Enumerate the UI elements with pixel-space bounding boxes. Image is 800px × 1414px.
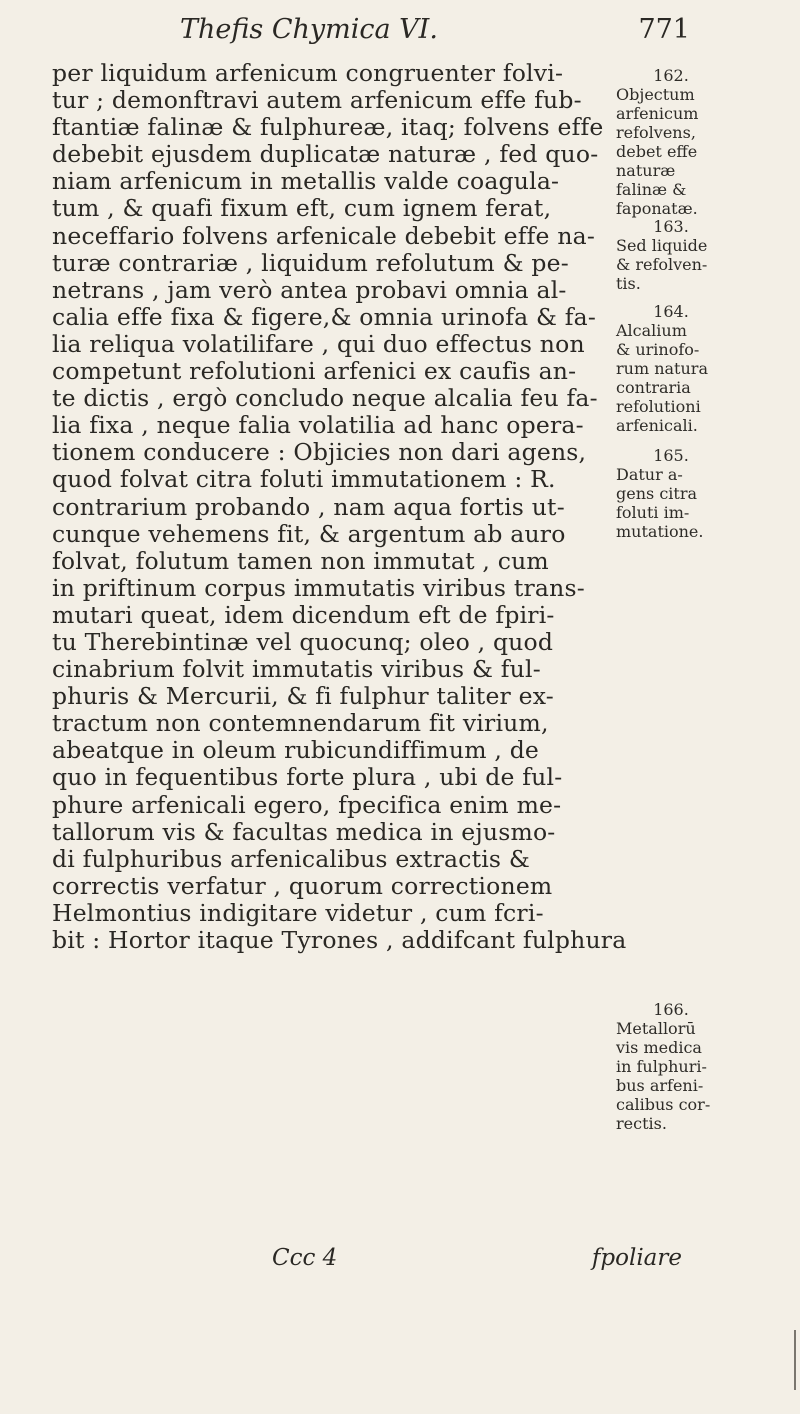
marginal-line: rum natura [616, 359, 708, 378]
marginal-line: mutatione. [616, 522, 704, 541]
text-line: netrans , jam verò antea probavi omnia al- [52, 275, 567, 304]
marginal-line: debet effe [616, 142, 698, 161]
signature-mark: Ccc 4 [272, 1245, 338, 1271]
text-line: per liquidum arfenicum congruenter folvi- [52, 59, 564, 87]
marginal-number: 162. [653, 66, 689, 85]
text-line: mutari queat, idem dicendum eft de fpiri- [52, 600, 555, 629]
text-line: niam arfenicum in metallis valde coagula- [52, 167, 560, 196]
marginal-number: 165. [653, 446, 689, 465]
marginal-line: falinæ & [616, 180, 687, 199]
marginal-line: calibus cor- [616, 1095, 711, 1114]
main-text-block [52, 59, 627, 954]
marginal-line: Datur a- [616, 465, 683, 484]
text-line: quod folvat citra foluti immutationem : R. [52, 465, 556, 494]
page-footer [52, 1245, 682, 1271]
page-edge-shadow [784, 1330, 796, 1390]
text-line: ftantiæ falinæ & fulphureæ, itaq; folvens effe [52, 113, 604, 142]
marginal-note-165 [616, 446, 794, 541]
marginal-line: Sed liquide [616, 236, 708, 255]
text-line: tallorum vis & facultas medica in ejusmo- [52, 817, 556, 846]
marginal-line: refolvens, [616, 123, 696, 142]
marginal-note-164 [616, 302, 794, 435]
text-line: abeatque in oleum rubicundiffimum , de [52, 736, 540, 765]
marginal-line: refolutioni [616, 397, 701, 416]
text-line: tu Therebintinæ vel quocunq; oleo , quod [52, 627, 554, 656]
text-line: tionem conducere : Objicies non dari agens, [52, 438, 587, 467]
marginal-line: arfenicum [616, 104, 699, 123]
text-line: tractum non contemnendarum fit virium, [52, 709, 549, 738]
text-line: phuris & Mercurii, & fi fulphur taliter ex- [52, 682, 554, 711]
text-line: phure arfenicali egero, fpecifica enim me- [52, 790, 562, 819]
marginal-line: rectis. [616, 1114, 667, 1133]
marginal-note-162 [616, 66, 794, 218]
text-line: cinabrium folvit immutatis viribus & ful- [52, 655, 541, 684]
marginal-line: contraria [616, 378, 691, 397]
text-line: contrarium probando , nam aqua fortis ut- [52, 492, 565, 521]
marginal-number: 166. [653, 1000, 689, 1019]
marginal-number: 163. [653, 217, 689, 236]
marginal-line: foluti im- [616, 503, 690, 522]
text-line: calia effe fixa & figere,& omnia urinofa & fa- [52, 302, 597, 331]
text-line: folvat, folutum tamen non immutat , cum [52, 546, 549, 575]
marginal-line: faponatæ. [616, 199, 698, 218]
marginal-line: gens citra [616, 484, 698, 503]
marginal-note-163 [616, 217, 794, 293]
text-line: neceffario folvens arfenicale debebit effe na- [52, 221, 595, 250]
text-line: Helmontius indigitare videtur , cum fcri- [52, 898, 544, 927]
running-title: Thefis Chymica VI. [180, 14, 438, 45]
marginal-line: tis. [616, 274, 641, 293]
marginal-line: bus arfeni- [616, 1076, 704, 1095]
text-line: quo in fequentibus forte plura , ubi de ful- [52, 763, 563, 792]
marginal-line: Objectum [616, 85, 695, 104]
running-header [180, 14, 690, 45]
text-line: turæ contrariæ , liquidum refolutum & pe- [52, 248, 569, 277]
text-line: debebit ejusdem duplicatæ naturæ , fed quo- [52, 140, 599, 169]
text-line: lia fixa , neque falia volatilia ad hanc opera- [52, 411, 584, 440]
marginal-line: naturæ [616, 161, 676, 180]
text-line: cunque vehemens fit, & argentum ab auro [52, 519, 566, 548]
text-line: competunt refolutioni arfenici ex caufis an- [52, 357, 577, 386]
marginal-line: & urinofo- [616, 340, 700, 359]
text-line: tum , & quafi fixum eft, cum ignem ferat, [52, 194, 552, 223]
text-line: in priftinum corpus immutatis viribus trans- [52, 573, 585, 602]
marginal-line: in fulphuri- [616, 1057, 707, 1076]
text-line: correctis verfatur , quorum correctionem [52, 871, 553, 900]
marginal-line: Metallorū [616, 1019, 696, 1038]
catchword: fpoliare [591, 1245, 682, 1271]
marginal-line: & refolven- [616, 255, 708, 274]
text-line: te dictis , ergò concludo neque alcalia feu fa- [52, 384, 598, 413]
page-number: 771 [638, 14, 690, 45]
marginal-line: vis medica [616, 1038, 702, 1057]
marginal-line: Alcalium [616, 321, 687, 340]
marginal-number: 164. [653, 302, 689, 321]
text-line: tur ; demonftravi autem arfenicum effe fub- [52, 86, 582, 115]
text-line: lia reliqua volatilifare , qui duo effectus non [52, 329, 585, 358]
text-line: di fulphuribus arfenicalibus extractis & [52, 844, 530, 873]
text-line: bit : Hortor itaque Tyrones , addifcant fulphura [52, 926, 627, 954]
marginal-line: arfenicali. [616, 416, 698, 435]
marginal-note-166 [616, 1000, 794, 1133]
